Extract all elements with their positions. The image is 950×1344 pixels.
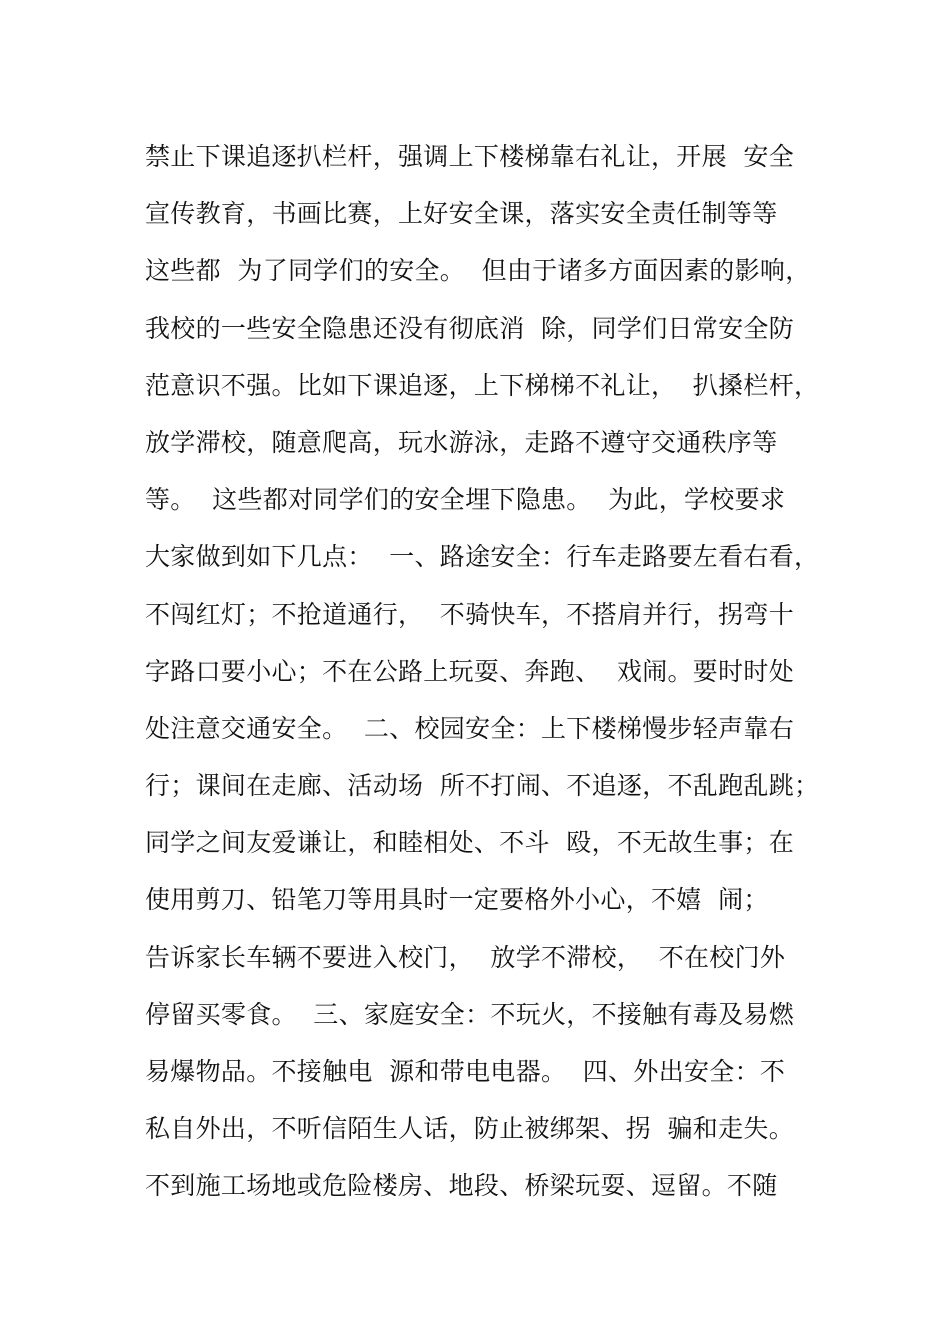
document-body xyxy=(145,128,825,1215)
text-line: 易爆物品。不接触电 源和带电电器。 四、外出安全：不 xyxy=(145,1057,786,1086)
text-line: 不闯红灯；不抢道通行， 不骑快车，不搭肩并行，拐弯十 xyxy=(145,599,794,629)
text-line: 停留买零食。 三、家庭安全：不玩火，不接触有毒及易燃 xyxy=(145,999,794,1029)
text-line: 这些都 为了同学们的安全。 但由于诸多方面因素的影响， xyxy=(145,256,811,286)
text-line: 我校的一些安全隐患还没有彻底消 除，同学们日常安全防 xyxy=(145,313,794,343)
text-line: 不到施工场地或危险楼房、地段、桥梁玩耍、逗留。不随 xyxy=(145,1171,778,1201)
text-line: 等。 这些都对同学们的安全埋下隐患。 为此，学校要求 xyxy=(145,485,786,515)
text-line: 行；课间在走廊、活动场 所不打闹、不追逐，不乱跑乱跳； xyxy=(145,771,820,801)
text-line: 字路口要小心；不在公路上玩耍、奔跑、 戏闹。要时时处 xyxy=(145,656,794,686)
text-line: 范意识不强。比如下课追逐，上下梯梯不礼让， 扒搡栏杆， xyxy=(145,370,820,400)
text-line: 使用剪刀、铅笔刀等用具时一定要格外小心，不嬉 闹； xyxy=(145,885,769,915)
text-line: 宣传教育，书画比赛，上好安全课，落实安全责任制等等 xyxy=(145,199,778,229)
text-line: 大家做到如下几点： 一、路途安全：行车走路要左看右看， xyxy=(145,542,820,572)
text-line: 禁止下课追逐扒栏杆，强调上下楼梯靠右礼让，开展 安全 xyxy=(145,142,794,171)
text-line: 告诉家长车辆不要进入校门， 放学不滞校， 不在校门外 xyxy=(145,942,786,972)
text-line: 放学滞校，随意爬高，玩水游泳，走路不遵守交通秩序等 xyxy=(145,427,778,457)
text-line: 私自外出，不听信陌生人话，防止被绑架、拐 骗和走失。 xyxy=(145,1114,794,1144)
text-line: 处注意交通安全。 二、校园安全：上下楼梯慢步轻声靠右 xyxy=(145,713,794,743)
text-line: 同学之间友爱谦让，和睦相处、不斗 殴，不无故生事；在 xyxy=(145,828,794,858)
